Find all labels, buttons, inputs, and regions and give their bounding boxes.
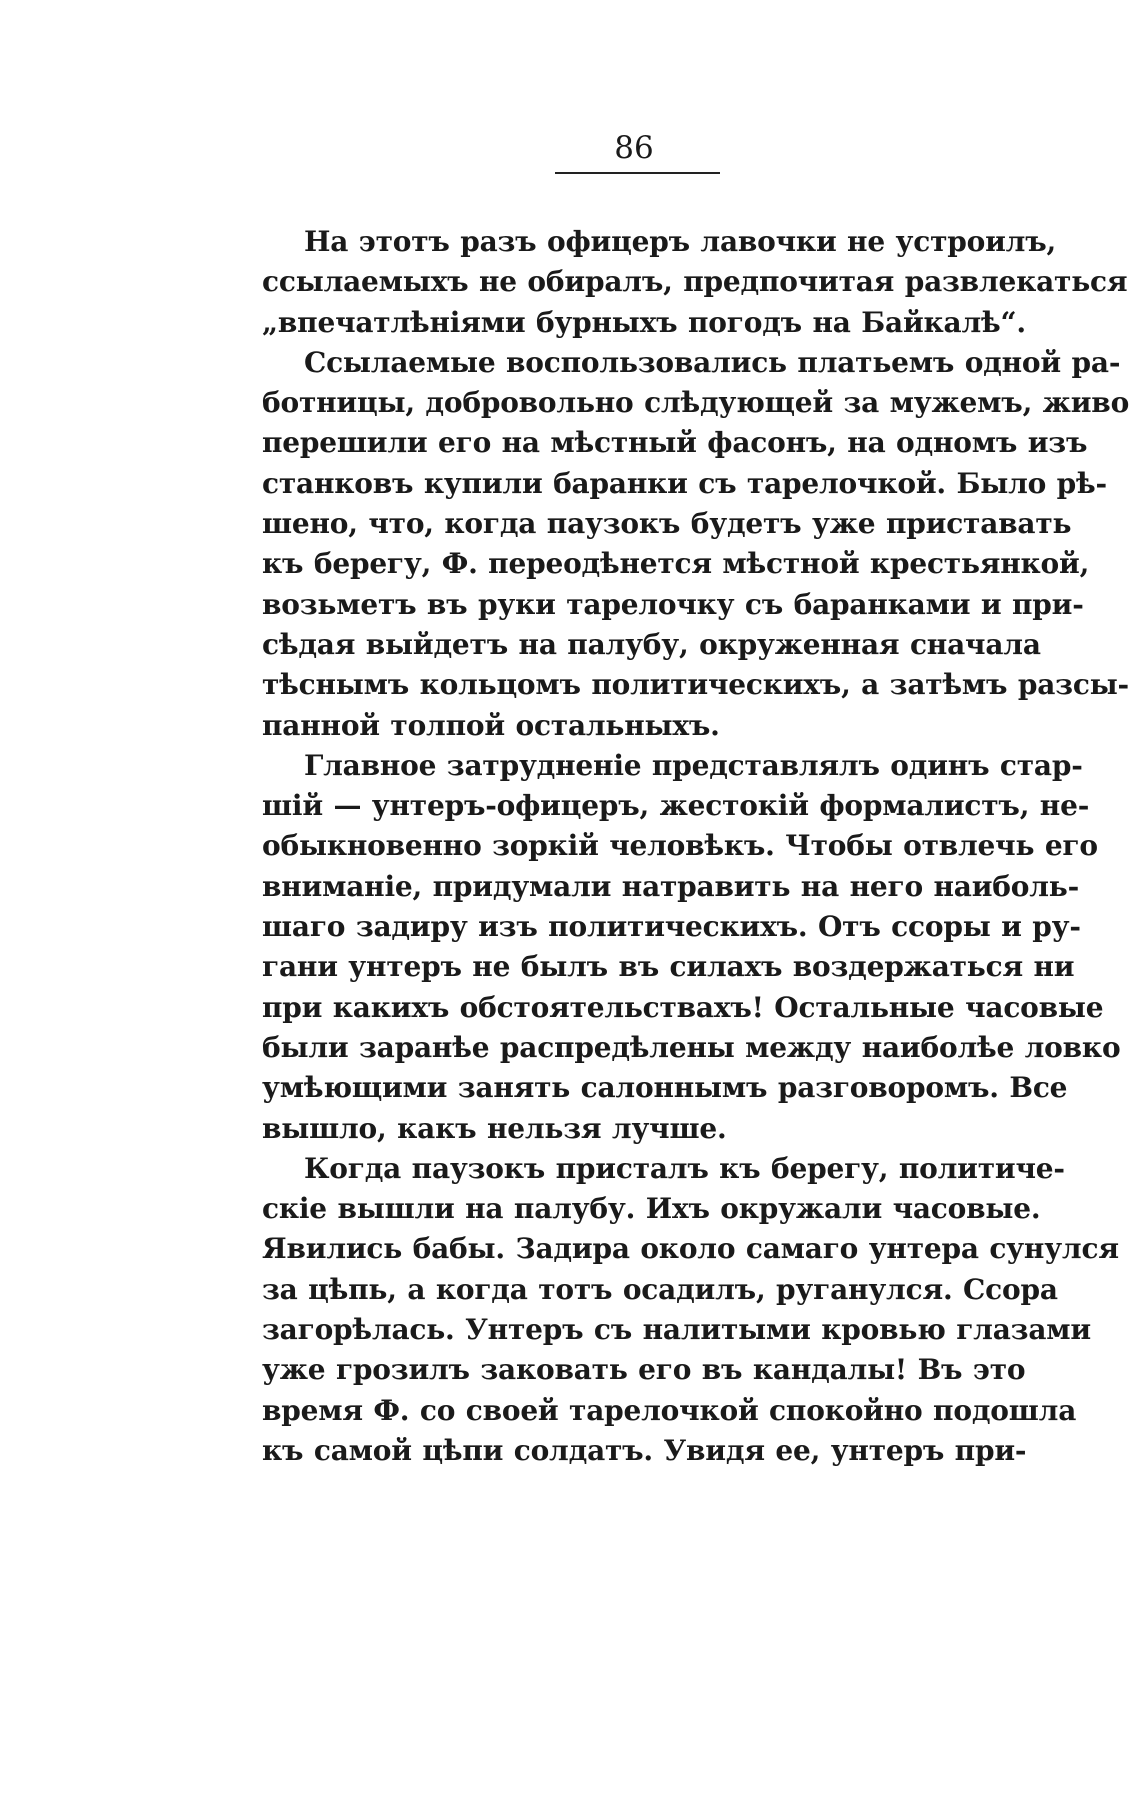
text-line: при какихъ обстоятельствахъ! Остальные часовые <box>262 990 1104 1024</box>
text-line: гани унтеръ не былъ въ силахъ воздержаться ни <box>262 950 1075 984</box>
text-line: перешили его на мѣстный фасонъ, на одномъ изъ <box>262 426 1088 460</box>
text-line: возьметъ въ руки тарелочку съ баранками и при- <box>262 587 1084 621</box>
text-line: сѣдая выйдетъ на палубу, окруженная сначала <box>262 627 1041 661</box>
text-line: ботницы, добровольно слѣдующей за мужемъ, живо <box>262 386 1130 420</box>
text-line: Главное затрудненіе представлялъ одинъ стар- <box>304 748 1083 782</box>
header-rule <box>555 172 720 174</box>
text-line: „впечатлѣніями бурныхъ погодъ на Байкалѣ“. <box>262 305 1026 339</box>
text-line: тѣснымъ кольцомъ политическихъ, а затѣмъ разсы- <box>262 668 1129 702</box>
text-line: Явились бабы. Задира около самаго унтера сунулся <box>262 1232 1119 1266</box>
text-line: загорѣлась. Унтеръ съ налитыми кровью глазами <box>262 1313 1091 1347</box>
text-line: къ самой цѣпи солдатъ. Увидя ее, унтеръ при- <box>262 1433 1027 1467</box>
text-line: вниманіе, придумали натравить на него наиболь- <box>262 869 1080 903</box>
text-line: На этотъ разъ офицеръ лавочки не устроилъ, <box>304 225 1057 258</box>
paragraph-3 <box>262 746 1121 1149</box>
paragraph-1 <box>262 222 1128 343</box>
text-line: вышло, какъ нельзя лучше. <box>262 1111 727 1145</box>
text-line: станковъ купили баранки съ тарелочкой. Было рѣ- <box>262 466 1107 500</box>
text-line: шій — унтеръ-офицеръ, жестокій формалистъ, не- <box>262 789 1090 823</box>
text-line: шаго задиру изъ политическихъ. Отъ ссоры и ру- <box>262 910 1081 944</box>
text-line: ссылаемыхъ не обиралъ, предпочитая развлекаться <box>262 265 1128 299</box>
text-line: за цѣпь, а когда тотъ осадилъ, руганулся. Ссора <box>262 1272 1058 1306</box>
text-line: были заранѣе распредѣлены между наиболѣе ловко <box>262 1030 1121 1064</box>
body-text <box>262 222 1130 1471</box>
text-line: Ссылаемые воспользовались платьемъ одной ра- <box>304 345 1121 379</box>
text-line: Когда паузокъ присталъ къ берегу, политиче- <box>304 1151 1065 1185</box>
paragraph-2 <box>262 343 1130 746</box>
page-number: 86 <box>614 130 654 166</box>
paragraph-4 <box>262 1149 1119 1471</box>
text-line: умѣющими занять салоннымъ разговоромъ. Все <box>262 1071 1068 1105</box>
text-line: скіе вышли на палубу. Ихъ окружали часовые. <box>262 1192 1041 1226</box>
text-line: уже грозилъ заковать его въ кандалы! Въ это <box>262 1353 1026 1387</box>
text-line: шено, что, когда паузокъ будетъ уже приставать <box>262 507 1072 541</box>
text-line: время Ф. со своей тарелочкой спокойно подошла <box>262 1393 1077 1427</box>
text-line: къ берегу, Ф. переодѣнется мѣстной крестьянкой, <box>262 547 1090 581</box>
text-line: панной толпой остальныхъ. <box>262 708 720 742</box>
text-line: обыкновенно зоркій человѣкъ. Чтобы отвлечь его <box>262 829 1098 863</box>
